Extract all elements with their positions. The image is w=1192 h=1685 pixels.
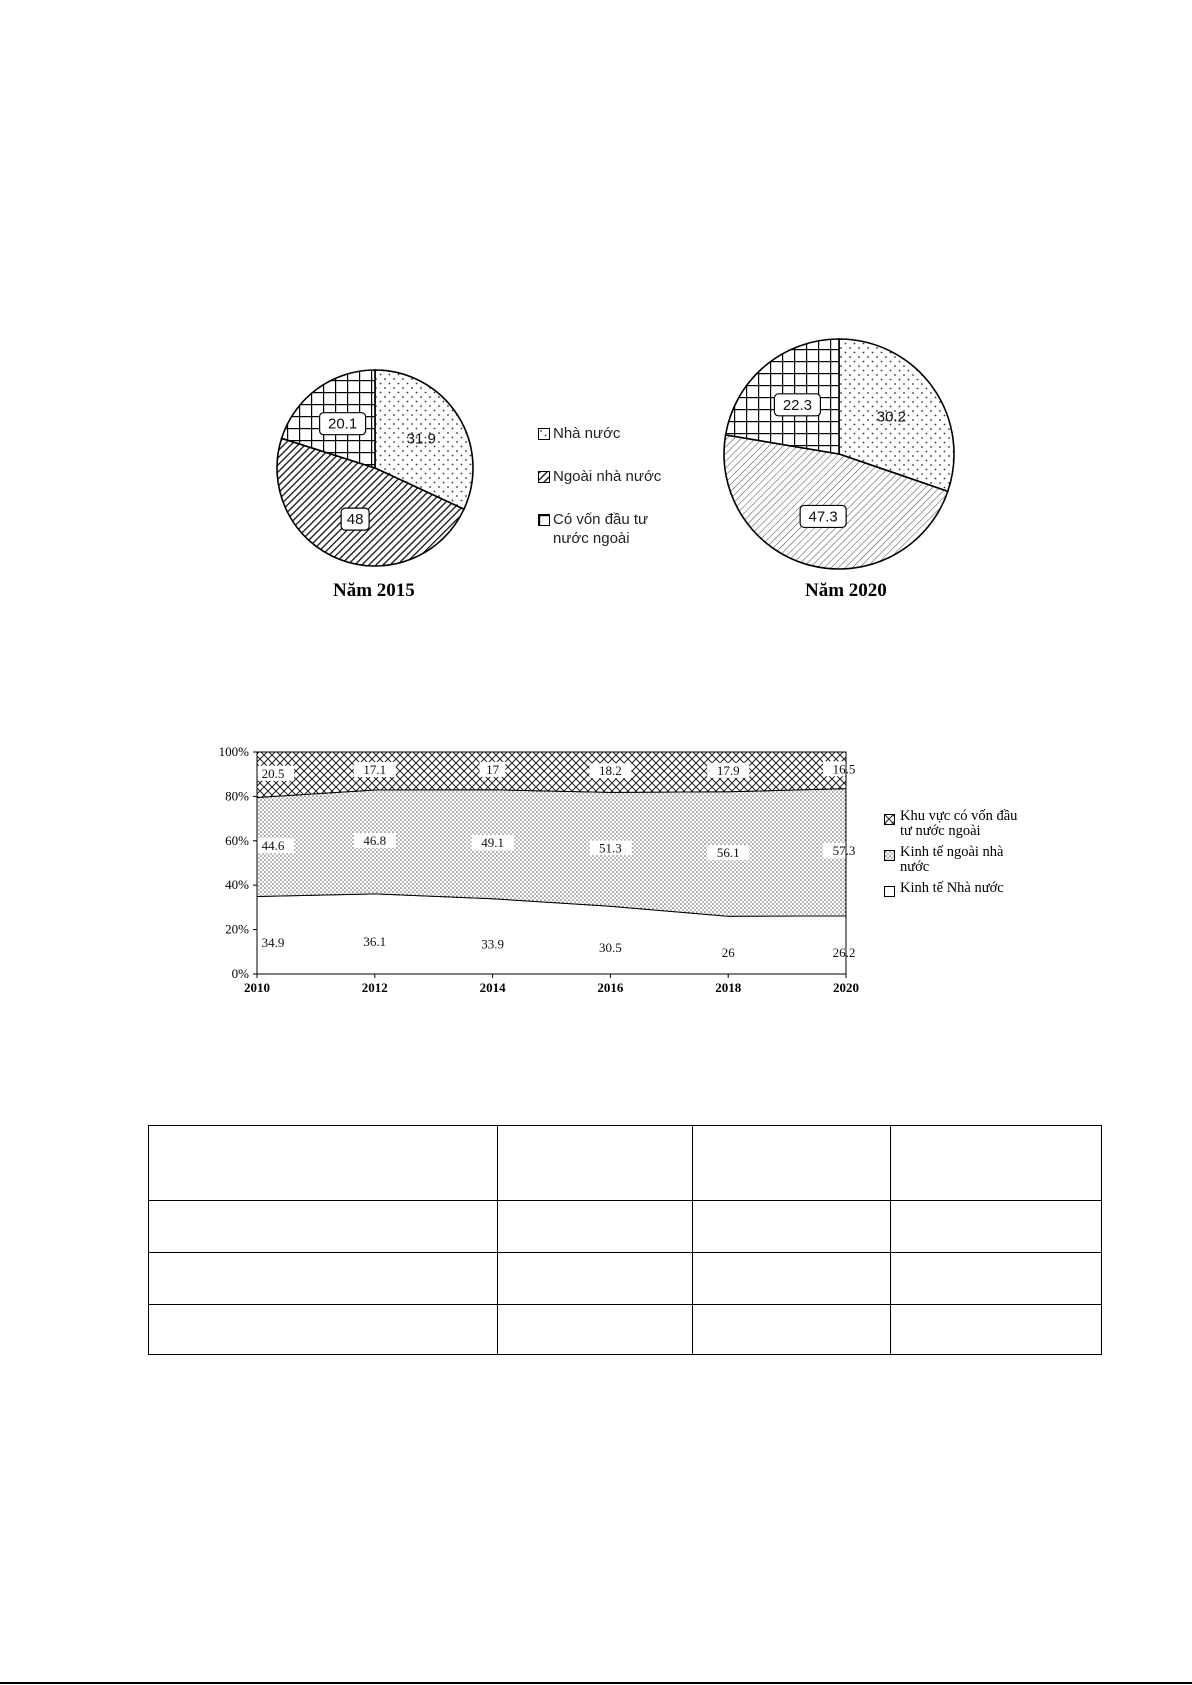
area-value-text: 36.1: [363, 933, 387, 949]
area-legend: [884, 809, 1080, 903]
area-value-text: 17.9: [716, 762, 740, 778]
area-data-label: [354, 833, 396, 848]
table-cell: [149, 1305, 498, 1355]
pie-chart-2015: [275, 368, 475, 568]
x-tick-label: 2018: [715, 980, 742, 995]
table-cell: [693, 1126, 891, 1201]
table-cell: [891, 1126, 1102, 1201]
pie-data-label: [774, 394, 820, 416]
area-value-text: 26: [721, 945, 735, 961]
area-legend-label: Kinh tế ngoài nhà nước: [900, 844, 1004, 875]
area-data-label: [707, 763, 749, 778]
area-value-text: 30.5: [599, 940, 622, 956]
table-cell: [498, 1253, 693, 1305]
area-value-text: 16.5: [832, 761, 856, 777]
x-tick-label: 2010: [244, 980, 270, 995]
pie-legend-label: Nhà nước: [553, 425, 621, 442]
pie-legend-item-state: [538, 424, 661, 443]
pie-value-text: 22.3: [782, 396, 813, 414]
table-cell: [498, 1305, 693, 1355]
pie-legend-item-fdi: [538, 510, 661, 548]
table-row: [149, 1305, 1102, 1355]
area-data-label: [823, 761, 865, 776]
pie-data-label: [877, 409, 906, 426]
pie-legend-label: Ngoài nhà nước: [553, 468, 662, 485]
area-value-text: 46.8: [363, 832, 387, 848]
pie-title-2020: Năm 2020: [805, 580, 887, 601]
pie-data-label: [407, 430, 436, 447]
area-data-label: [589, 763, 631, 778]
pie-value-text: 48: [346, 511, 364, 529]
area-data-label: [363, 934, 386, 949]
pie-legend-label: Có vốn đầu tư nước ngoài: [553, 511, 649, 547]
table-cell: [149, 1201, 498, 1253]
legend-swatch-diagonal: [538, 471, 550, 483]
table-cell: [693, 1305, 891, 1355]
table-cell: [498, 1126, 693, 1201]
area-data-label: [599, 940, 622, 955]
area-data-label: [252, 766, 294, 781]
area-data-label: [480, 762, 506, 777]
y-tick-label: 20%: [225, 921, 249, 937]
pie-legend: [538, 424, 661, 548]
area-data-label: [472, 835, 514, 850]
legend-swatch-grid: [538, 514, 550, 526]
y-tick-label: 40%: [225, 877, 249, 893]
x-tick-label: 2012: [361, 980, 388, 995]
pie-value-text: 47.3: [808, 508, 838, 526]
area-legend-item-fdi: [884, 809, 1080, 839]
y-tick-label: 100%: [218, 744, 249, 759]
table-cell: [693, 1253, 891, 1305]
area-value-text: 18.2: [599, 763, 622, 779]
area-value-text: 51.3: [599, 840, 622, 856]
pie-chart-2020: [722, 337, 956, 571]
table-cell: [891, 1253, 1102, 1305]
pie-value-text: 20.1: [328, 415, 358, 433]
area-legend-label: Khu vực có vốn đầu tư nước ngoài: [900, 808, 1018, 839]
table-cell: [149, 1253, 498, 1305]
area-series-fdi: [257, 752, 846, 798]
area-value-text: 49.1: [481, 835, 504, 851]
pie-data-label: [341, 508, 369, 530]
table-cell: [891, 1305, 1102, 1355]
area-value-text: 34.9: [261, 935, 285, 951]
table-cell: [891, 1201, 1102, 1253]
area-value-text: 33.9: [481, 936, 504, 952]
table-row: [149, 1126, 1102, 1201]
page-bottom-rule: [0, 1682, 1192, 1684]
area-value-text: 17: [486, 761, 500, 777]
area-value-text: 57.3: [832, 843, 856, 859]
pie-legend-item-nonstate: [538, 467, 661, 486]
x-tick-label: 2014: [479, 980, 506, 995]
area-value-text: 20.5: [261, 765, 285, 781]
area-legend-label: Kinh tế Nhà nước: [900, 880, 1004, 896]
area-data-label: [252, 838, 294, 853]
table-cell: [693, 1201, 891, 1253]
x-tick-label: 2020: [833, 980, 859, 995]
area-legend-item-state: [884, 881, 1080, 897]
area-value-text: 56.1: [716, 845, 740, 861]
legend-swatch-fine-dots: [884, 850, 895, 861]
area-data-label: [354, 762, 396, 777]
pie-data-label: [800, 505, 846, 527]
area-data-label: [481, 936, 504, 951]
area-data-label: [589, 840, 631, 855]
legend-swatch-blank: [884, 886, 895, 897]
pie-value-text: 30.2: [876, 408, 907, 426]
table-cell: [149, 1126, 498, 1201]
area-data-label: [833, 945, 856, 960]
pie-value-text: 31.9: [406, 430, 436, 448]
empty-table: [148, 1125, 1102, 1355]
area-value-text: 26.2: [832, 944, 856, 960]
area-data-label: [823, 843, 865, 858]
table-row: [149, 1201, 1102, 1253]
y-tick-label: 80%: [225, 788, 249, 804]
area-legend-item-nonstate: [884, 845, 1080, 875]
y-tick-label: 0%: [231, 966, 249, 981]
y-tick-label: 60%: [225, 832, 249, 848]
area-data-label: [262, 935, 285, 950]
table-cell: [498, 1201, 693, 1253]
stacked-area-chart: [180, 735, 880, 1000]
table-row: [149, 1253, 1102, 1305]
pie-title-2015: Năm 2015: [333, 580, 415, 601]
area-data-label: [707, 845, 749, 860]
legend-swatch-crosshatch: [884, 814, 895, 825]
pie-data-label: [320, 413, 366, 435]
x-tick-label: 2016: [597, 980, 624, 995]
area-value-text: 17.1: [363, 761, 387, 777]
area-data-label: [722, 945, 736, 960]
area-value-text: 44.6: [261, 838, 285, 854]
legend-swatch-dots: [538, 428, 550, 440]
